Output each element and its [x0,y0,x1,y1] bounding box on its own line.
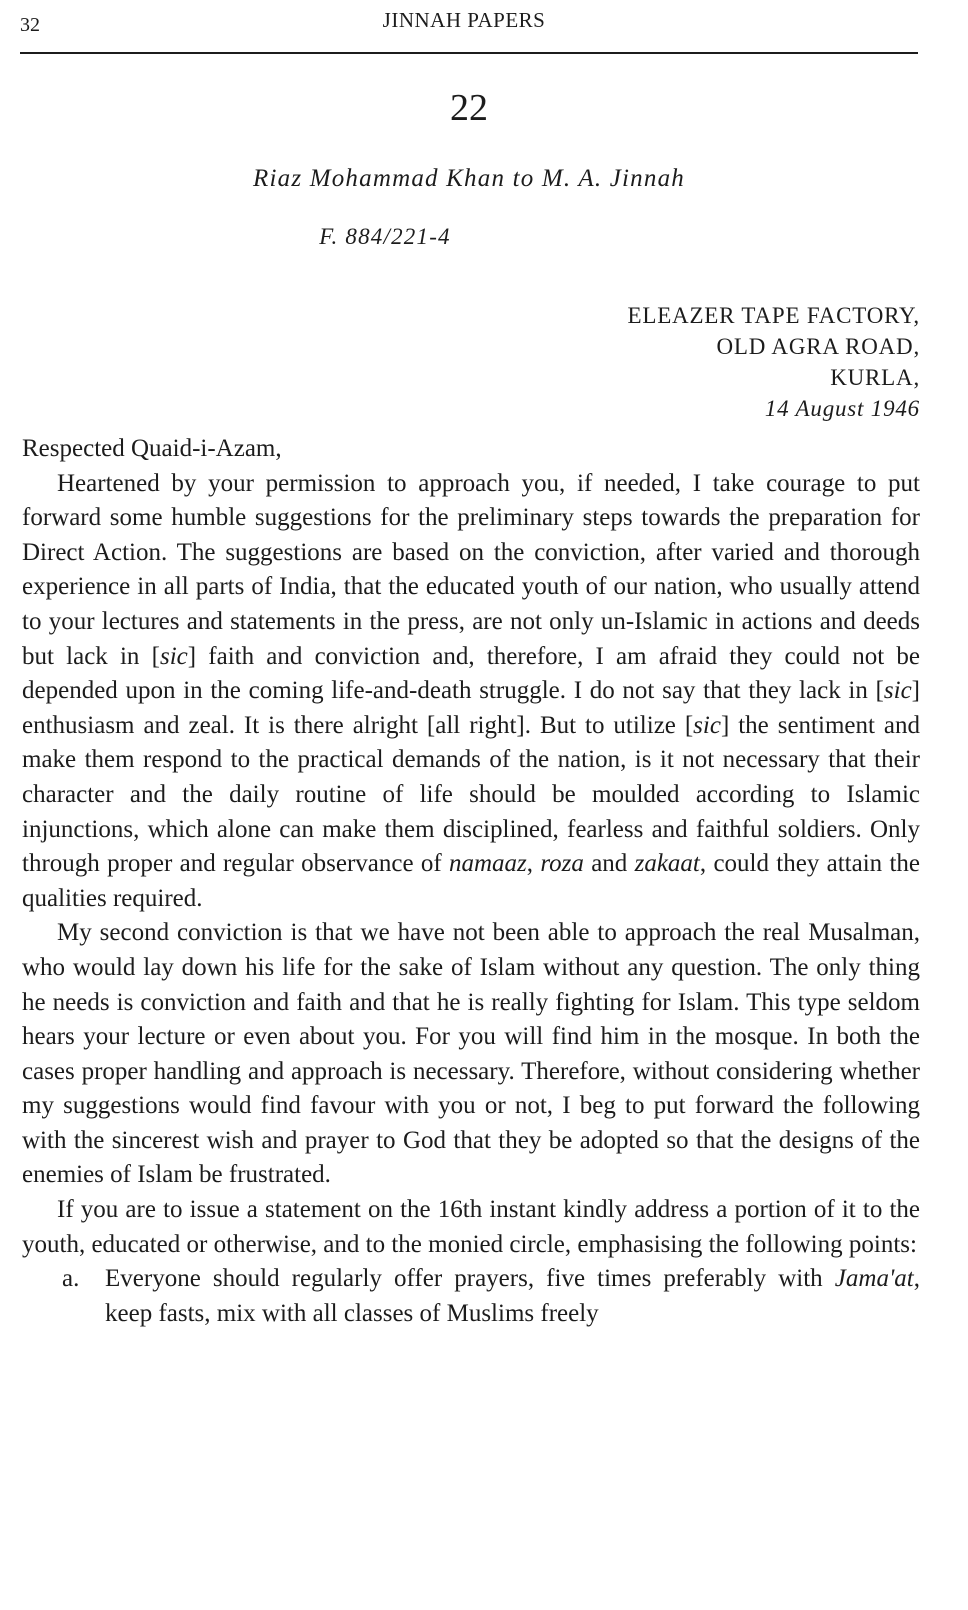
address-line: KURLA, [830,365,920,390]
salutation: Respected Quaid-i-Azam, [22,435,282,462]
address-line: OLD AGRA ROAD, [716,334,920,359]
paragraph-1: Heartened by your permission to approach you, if needed, I take courage to put forward some humble suggestions for the preliminary steps towards the preparation for Direct Action. The suggestions are based on the conviction, after varied and thorough experience in all parts of India, that the educated youth of our nation, who usually attend to your lectures and statements in the press, are not only un-Islamic in actions and deeds but lack in [sic] faith and conviction and, therefore, I am afraid they could not be depended upon in the coming life-and-death struggle. I do not say that they lack in [sic] enthusiasm and zeal. It is there alright [all right]. But to utilize [sic] the sentiment and make them respond to the practical demands of the nation, is it not necessary that their character and the daily routine of life should be moulded according to Islamic injunctions, which alone can make them disciplined, fearless and faithful soldiers. Only through proper and regular observance of namaaz, roza and zakaat, could they attain the qualities required. [22,469,921,912]
list-marker: a. [62,1265,80,1293]
page-number: 32 [20,14,40,36]
document-number: 22 [450,87,488,129]
paragraph-3: If you are to issue a statement on the 16th instant kindly address a portion of it to the youth, educated or otherwise, and to the monied circle, emphasising the following points: [22,1196,920,1258]
header-rule [20,52,918,54]
running-title: JINNAH PAPERS [382,8,546,32]
document-title: Riaz Mohammad Khan to M. A. Jinnah [253,165,685,192]
letter-body [22,432,920,1331]
paragraph-2: My second conviction is that we have not been able to approach the real Musalman, who would lay down his life for the sake of Islam without any question. The only thing he needs is conviction and faith and that he is really fighting for Islam. This type seldom hears your lecture or even about you. For you will find him in the mosque. In both the cases proper handling and approach is necessary. Therefore, without considering whether my suggestions would find favour with you or not, I beg to put forward the following with the sincerest wish and prayer to God that they be adopted so that the designs of the enemies of Islam be frustrated. [22,919,920,1189]
letter-date: 14 August 1946 [764,396,920,421]
sender-address [628,300,921,424]
address-line: ELEAZER TAPE FACTORY, [627,303,920,328]
list-item: a. Everyone should regularly offer prayers, five times preferably with Jama'at, keep fasts, mix with all classes of Muslims freely [22,1262,920,1331]
document-reference: F. 884/221-4 [319,224,451,249]
